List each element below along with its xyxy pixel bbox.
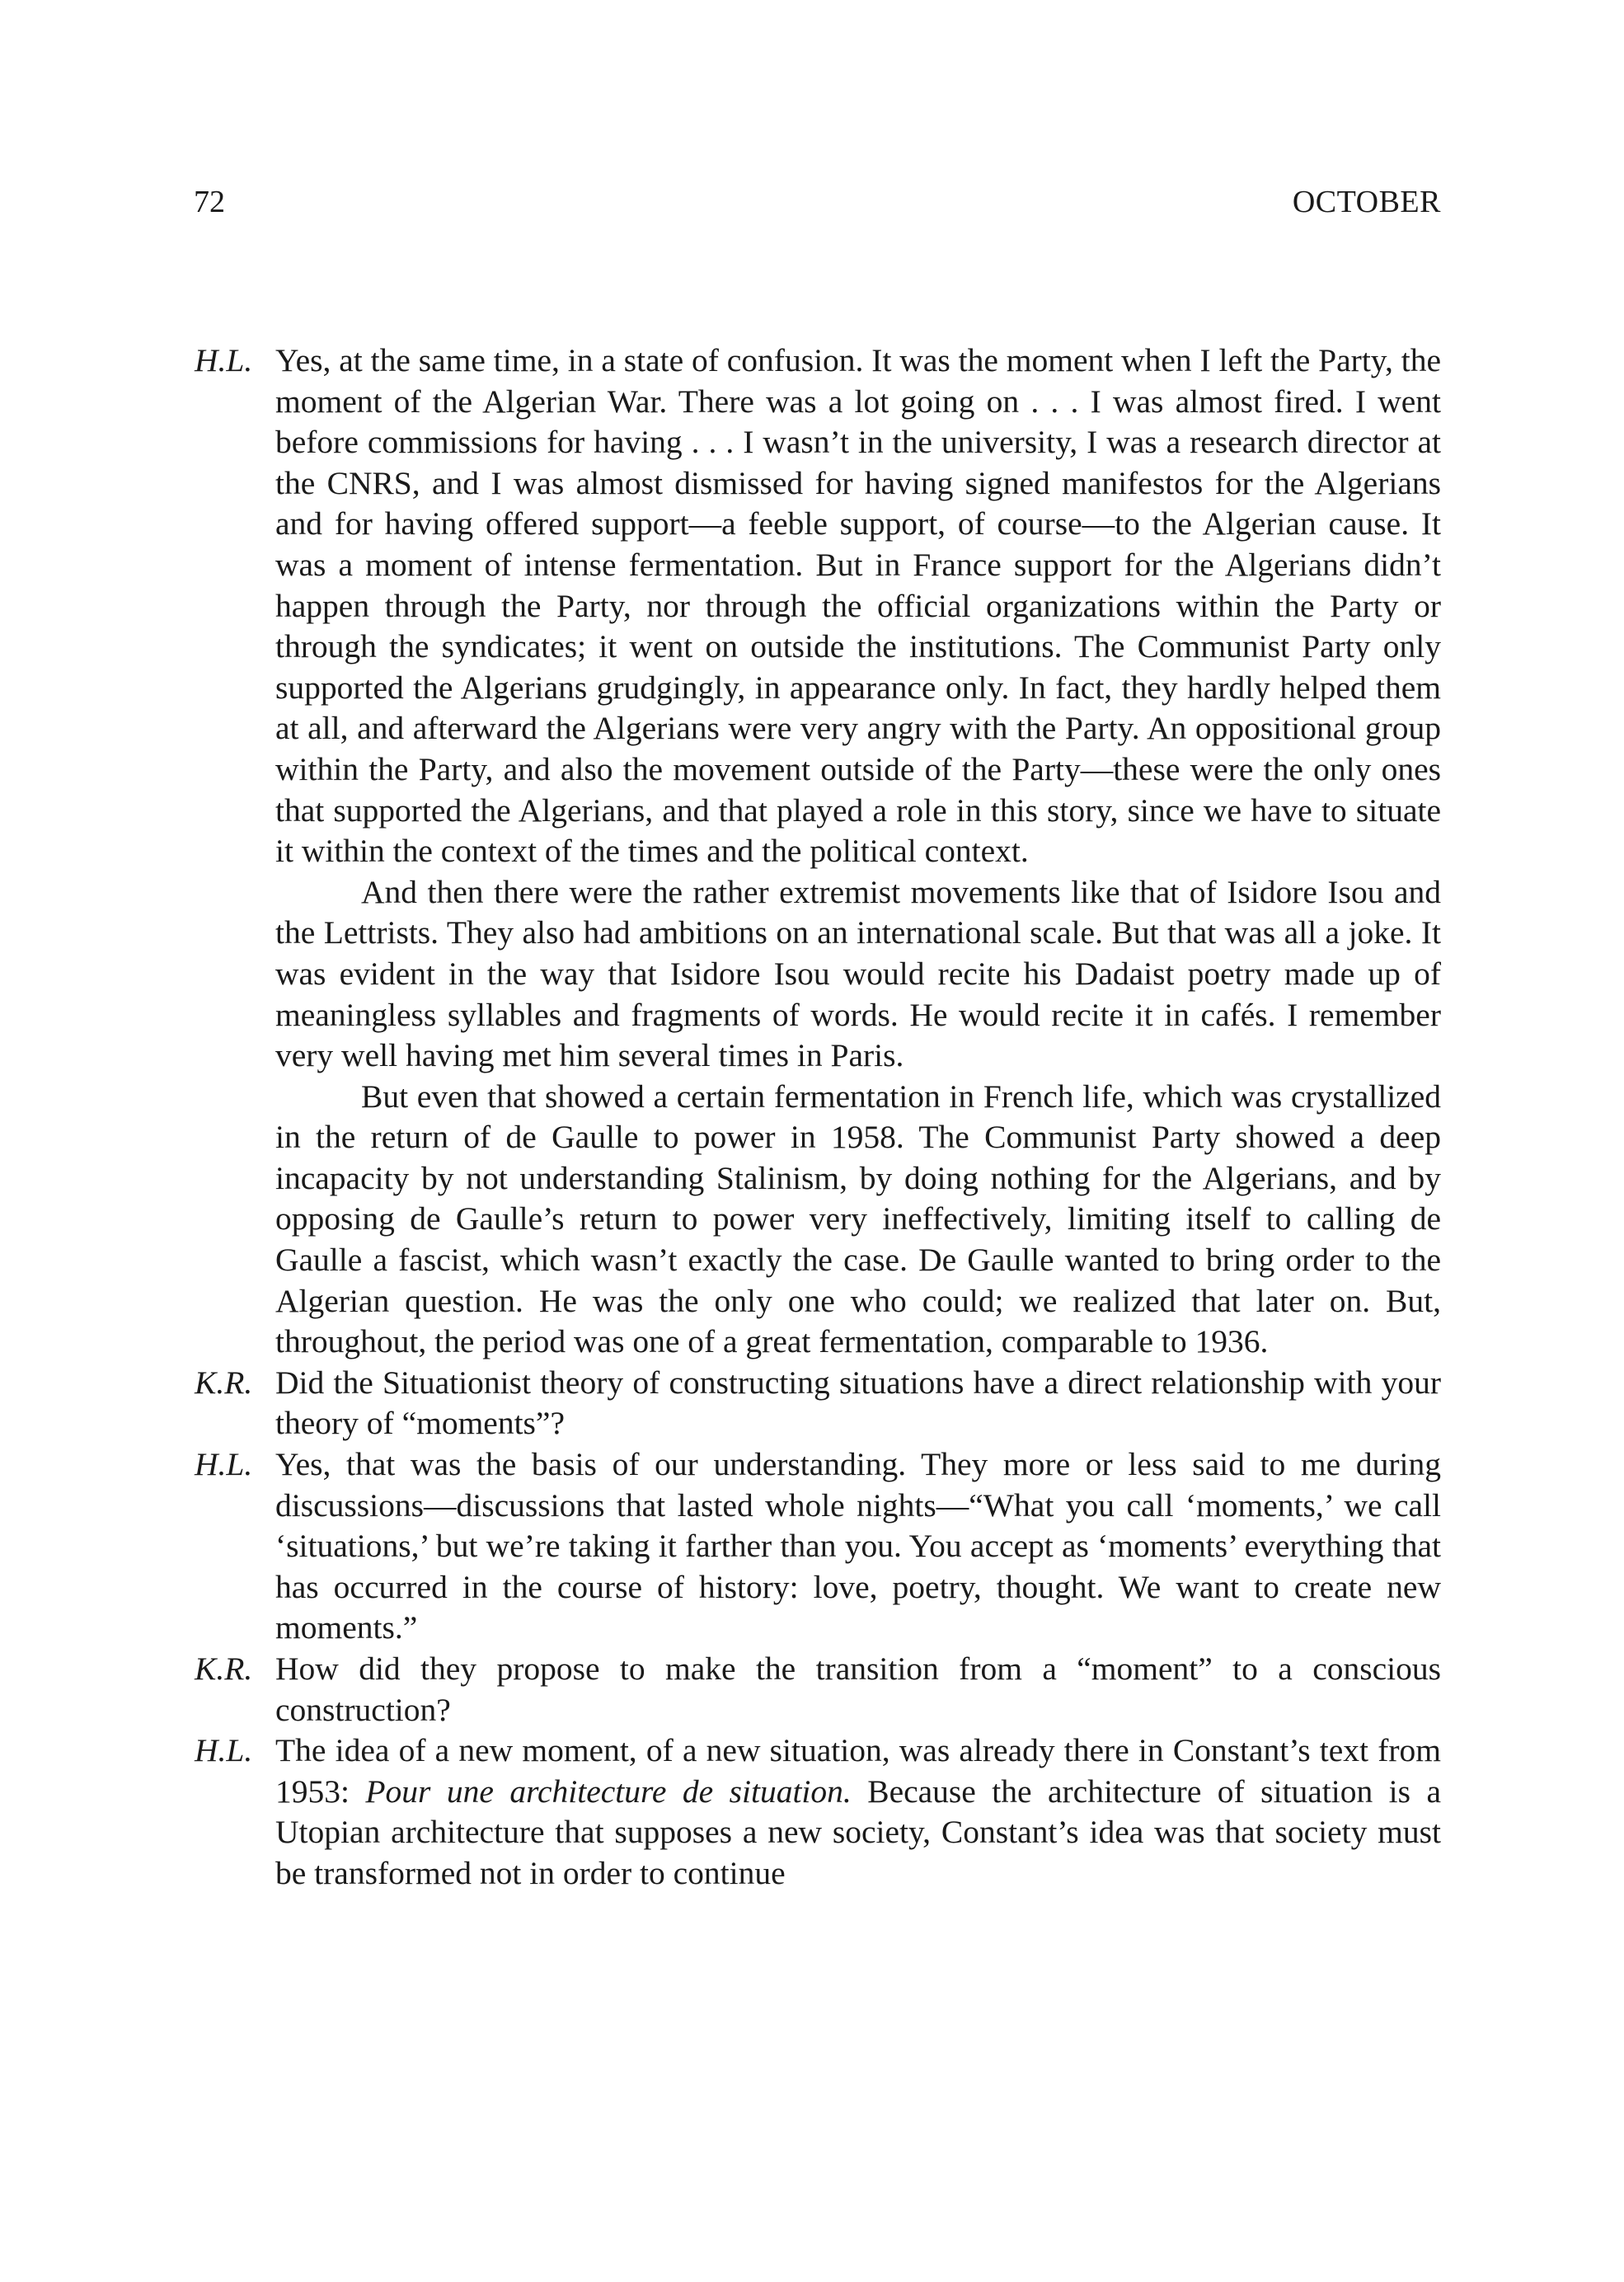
speaker-label: H.L.	[195, 1732, 253, 1769]
paragraph: How did they propose to make the transition from a “moment” to a conscious construction?	[275, 1650, 1441, 1728]
interview-entry	[195, 340, 1441, 1363]
entry-content	[275, 340, 1441, 1363]
paragraph: Did the Situationist theory of constructing situations have a direct relationship with your theory of “moments”?	[275, 1364, 1441, 1442]
entry-content	[275, 1444, 1441, 1649]
interview-entry	[195, 1649, 1441, 1730]
speaker-label: H.L.	[195, 1446, 253, 1483]
interview-text	[195, 340, 1441, 1895]
paragraph	[275, 1730, 1441, 1894]
paragraph: And then there were the rather extremist movements like that of Isidore Isou and the Lettrists. They also had ambitions on an international scale. But that was all a joke. It was evident in the way that Isidore Isou would recite his Dadaist poetry made up of meaningless syllables and fragments of words. He would recite it in cafés. I remember very well having met him several times in Paris.	[275, 873, 1441, 1074]
speaker-label: K.R.	[195, 1650, 253, 1687]
running-head: OCTOBER	[1292, 185, 1441, 219]
entry-content	[275, 1649, 1441, 1730]
page-number: 72	[194, 185, 225, 219]
interview-entry	[195, 1444, 1441, 1649]
speaker-label: H.L.	[195, 342, 253, 378]
work-title: Pour une architecture de situation.	[365, 1773, 852, 1810]
interview-entry	[195, 1730, 1441, 1894]
entry-content	[275, 1363, 1441, 1444]
paragraph-text: Because the architecture of situation is a Utopian architecture that supposes a new society, Constant’s idea was that society must be transformed not in order to continue	[275, 1773, 1441, 1891]
paragraph-text: The idea of a new moment, of a new situation, was already there in Constant’s text from 1953:	[275, 1732, 1441, 1810]
interview-entry	[195, 1363, 1441, 1444]
paragraph: But even that showed a certain fermentation in French life, which was crystallized in the return of de Gaulle to power in 1958. The Communist Party showed a deep incapacity by not understanding Stalinism, by doing nothing for the Algerians, and by opposing de Gaulle’s return to power very ineffectively, limiting itself to calling de Gaulle a fascist, which wasn’t exactly the case. De Gaulle wanted to bring order to the Algerian question. He was the only one who could; we realized that later on. But, throughout, the period was one of a great fermentation, comparable to 1936.	[275, 1078, 1441, 1360]
paragraph: Yes, at the same time, in a state of confusion. It was the moment when I left the Party, the moment of the Algerian War. There was a lot going on . . . I was almost fired. I went before commissions for having . . . I wasn’t in the university, I was a research director at the CNRS, and I was almost dismissed for having signed manifestos for the Algerians and for having offered support—a feeble support, of course—to the Algerian cause. It was a moment of intense fermentation. But in France support for the Algerians didn’t happen through the Party, nor through the official organizations within the Party or through the syndicates; it went on outside the institutions. The Communist Party only supported the Algerians grudgingly, in appearance only. In fact, they hardly helped them at all, and afterward the Algerians were very angry with the Party. An oppositional group within the Party, and also the movement outside of the Party—these were the only ones that supported the Algerians, and that played a role in this story, since we have to situate it within the context of the times and the political context.	[275, 342, 1441, 870]
speaker-label: K.R.	[195, 1364, 253, 1401]
entry-content	[275, 1730, 1441, 1894]
paragraph: Yes, that was the basis of our understanding. They more or less said to me during discussions—discussions that lasted whole nights—“What you call ‘moments,’ we call ‘situations,’ but we’re taking it farther than you. You accept as ‘moments’ everything that has occurred in the course of history: love, poetry, thought. We want to create new moments.”	[275, 1446, 1441, 1646]
